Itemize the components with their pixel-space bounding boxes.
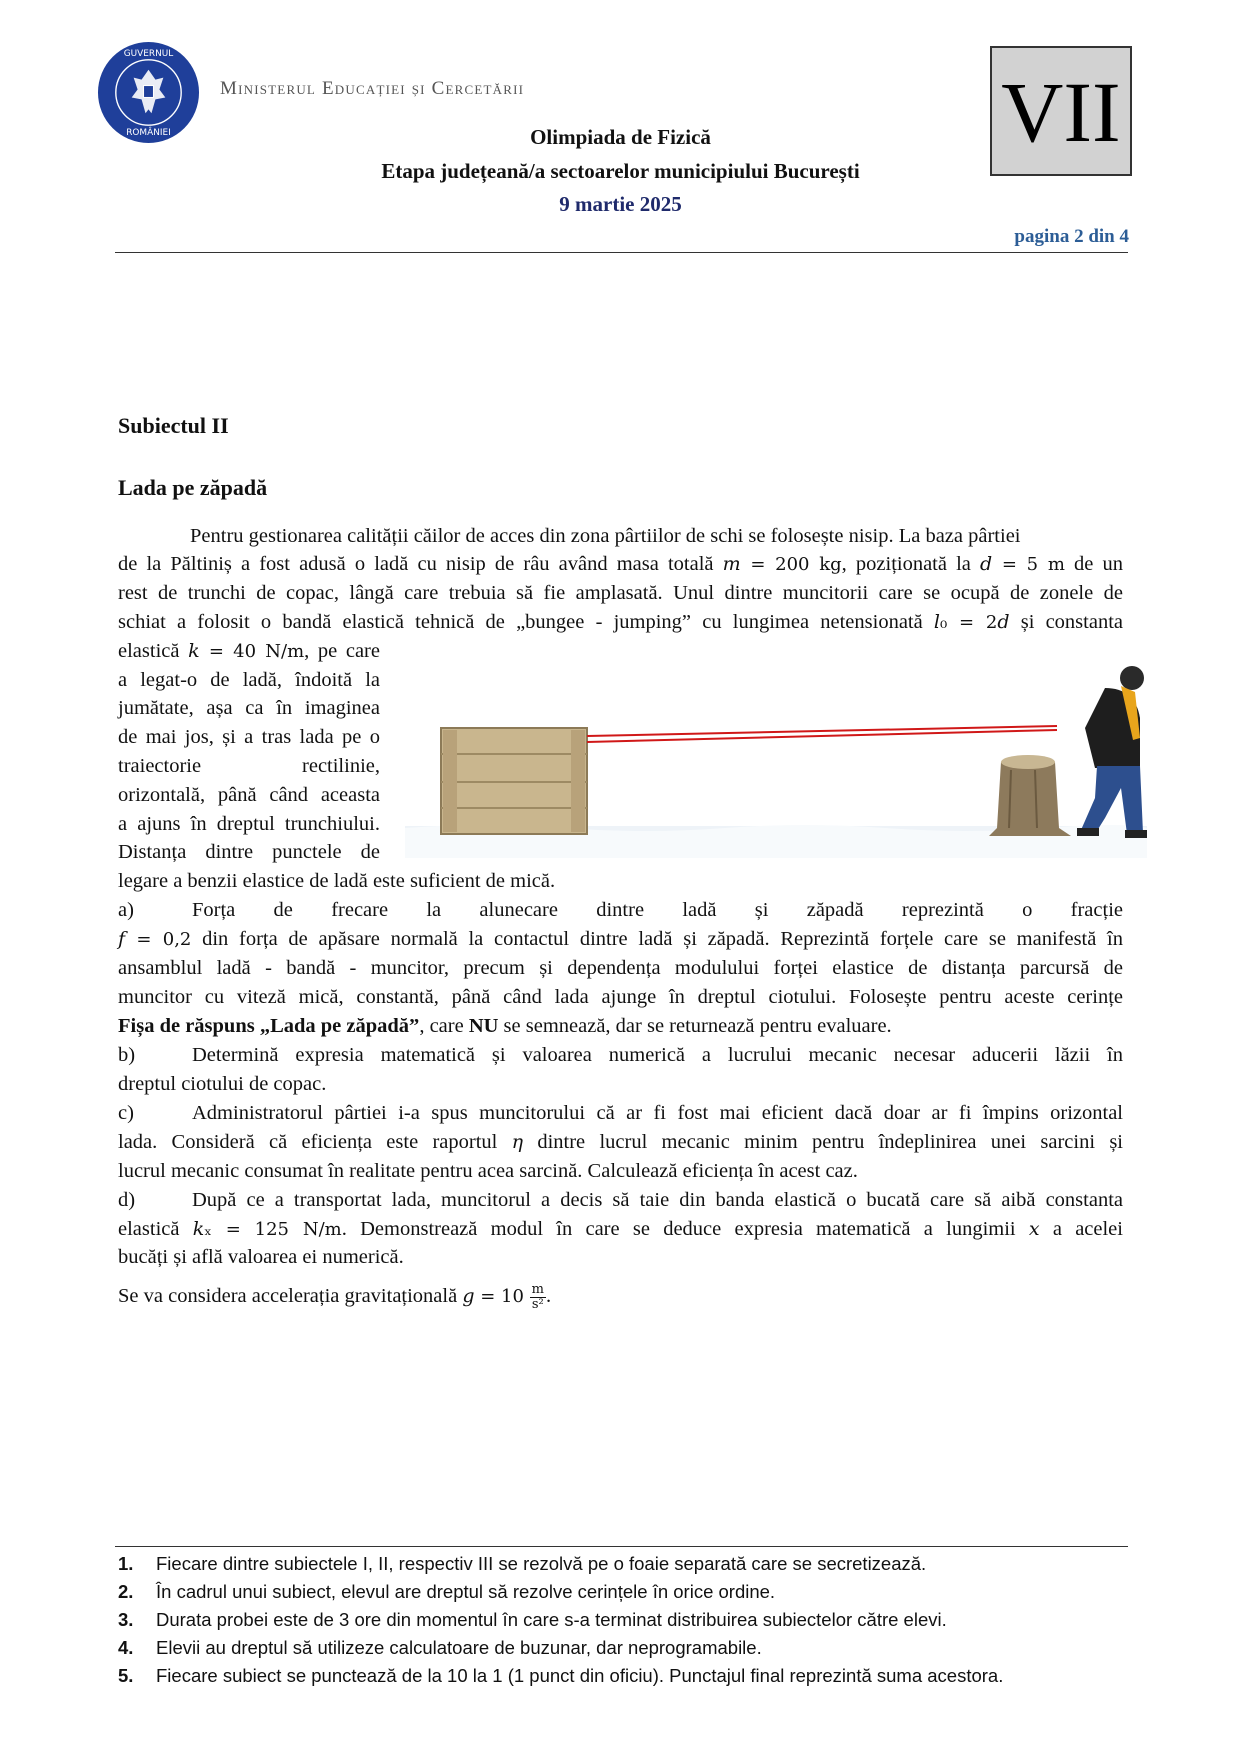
item-label: c) [118,1102,134,1124]
bold-text: Fișa de răspuns „Lada pe zăpadă” [118,1015,420,1037]
text-run: dintre lucrul mecanic minim pentru îndeplinirea unei sarcini și [523,1131,1123,1153]
text-run: de un [1064,553,1123,575]
text-run: lada. Consideră că eficiența este raportul [118,1131,512,1153]
text-run: rest de trunchi de copac, lângă care trebuia să fie amplasată. Unul dintre muncitorii care se ocupă de zonele de [118,582,1123,604]
text-run: ansamblul ladă - bandă - muncitor, precum și dependența modulului forței elastice de distanța parcursă de [118,957,1123,979]
problem-line [118,1070,1123,1099]
math-symbol: k [192,1218,205,1240]
wooden-crate [441,728,587,834]
problem-line [118,1215,1123,1245]
text-run: a acelei [1039,1218,1123,1240]
rule-text: Fiecare dintre subiectele I, II, respectiv III se rezolvă pe o foaie separată care se secretizează. [156,1553,927,1574]
rule-item [118,1665,1003,1687]
problem-line [118,896,1123,925]
text-run: Determină expresia matematică și valoarea numerică a lucrului mecanic necesar aducerii lăzii în [192,1044,1123,1066]
rule-number: 5. [118,1665,134,1686]
problem-line [118,637,380,667]
text-run: din forța de apăsare normală la contactul dintre ladă și zăpadă. Reprezintă forțele care se manifestă în [191,928,1123,950]
problem-line [118,867,1123,896]
text-run: , care [419,1015,469,1037]
tree-stump [989,755,1071,836]
item-label: b) [118,1044,136,1066]
text-run: orizontală, până când aceasta [118,784,380,806]
rule-number: 4. [118,1637,134,1658]
gravity-value: = 10 [474,1286,530,1307]
problem-line [118,579,1123,608]
bold-text: NU [468,1015,499,1037]
text-run: Forța de frecare la alunecare dintre ladă și zăpadă reprezintă o fracție [192,899,1123,921]
rule-number: 3. [118,1609,134,1630]
math-symbol: η [511,1131,524,1153]
rule-number: 2. [118,1581,134,1602]
gravity-unit-den: s² [531,1296,544,1312]
problem-line [118,838,380,867]
problem-line [118,608,1123,638]
problem-line [118,694,380,723]
item-label: a) [118,899,134,921]
text-run: bucăți și află valoarea ei numerică. [118,1246,404,1268]
math-value: ₀ = 2 [940,612,998,633]
math-value: = 5 m [992,554,1065,575]
text-run: După ce a transportat lada, muncitorul a decis să taie din banda elastică o bucată care să aibă constanta [192,1189,1123,1211]
rule-item [118,1609,947,1631]
olympiad-title: Olimpiada de Fizică [530,125,711,149]
rule-item [118,1581,775,1603]
subject-title: Subiectul II [118,413,229,438]
gravity-prefix: Se va considera accelerația gravitațională [118,1285,463,1307]
text-run: Distanța dintre punctele de [118,841,380,863]
rule-item [118,1553,926,1575]
problem-line [190,522,1123,551]
grade-box [990,46,1132,176]
text-run: jumătate, așa ca în imaginea [118,697,380,719]
math-value: = 40 N/m [199,641,305,662]
problem-line [118,1157,1123,1186]
gravity-statement [118,1282,551,1312]
rule-item [118,1637,762,1659]
math-symbol: k [188,640,200,662]
problem-line [118,1041,1123,1070]
problem-line [118,1186,1123,1215]
logo-text-top: GUVERNUL [123,48,174,59]
rule-text: Durata probei este de 3 ore din momentul în care s-a terminat distribuirea subiectelor către elevi. [156,1609,947,1630]
text-run: , pe care [304,640,380,662]
problem-line [118,1128,1123,1157]
text-run: schiat a folosit o bandă elastică tehnică de „bungee - jumping” cu lungimea netensionată [118,611,934,633]
math-value: = 200 kg [740,554,842,575]
text-run: elastică [118,640,189,662]
item-label: d) [118,1189,136,1211]
exam-date: 9 martie 2025 [559,192,682,216]
text-run: se semnează, dar se returnează pentru evaluare. [498,1015,892,1037]
worker-figure [1077,666,1147,838]
gravity-unit [530,1283,546,1312]
problem-line [118,954,1123,983]
problem-line [118,925,1123,955]
text-run: elastică [118,1218,193,1240]
problem-line [118,1243,1123,1272]
problem-line [118,1012,1123,1041]
text-run: de la Păltiniș a fost adusă o ladă cu nisip de râu având masa totală [118,553,723,575]
problem-line [118,1099,1123,1128]
math-symbol: d [980,553,993,575]
text-run: . Demonstrează modul în care se deduce expresia matematică a lungimii [341,1218,1029,1240]
text-run: Pentru gestionarea calității căilor de acces din zona pârtiilor de schi se folosește nisip. La baza pârtiei [190,525,1021,547]
elastic-band [587,726,1057,742]
math-value: = 0,2 [125,929,192,950]
problem-line [118,723,380,752]
ministry-name: Ministerul Educației și Cercetării [220,78,525,99]
math-symbol: m [722,553,741,575]
stage-title: Etapa județeană/a sectoarelor municipiului București [381,159,860,183]
problem-line [118,550,1123,580]
problem-line [118,810,380,839]
text-run: traiectorie rectilinie, [118,755,380,777]
problem-line [118,752,380,781]
text-run: muncitor cu viteză mică, constantă, până când lada ajunge în dreptul ciotului. Folosește pentru aceste cerințe [118,986,1123,1008]
text-run: lucrul mecanic consumat în realitate pentru acea sarcină. Calculează eficiența în acest caz. [118,1160,858,1182]
problem-line [118,781,380,810]
problem-line [118,983,1123,1012]
gravity-symbol: g [462,1285,475,1307]
logo-text-bottom: ROMÂNIEI [126,128,171,139]
rule-text: Fiecare subiect se punctează de la 10 la 1 (1 punct din oficiu). Punctajul final reprezintă suma acestora. [156,1665,1004,1686]
gravity-suffix: . [545,1285,552,1307]
rule-number: 1. [118,1553,134,1574]
math-symbol: l [933,611,940,633]
header-divider [115,252,1128,253]
footer-divider [115,1546,1128,1547]
text-run: Administratorul pârtiei i-a spus muncitorului că ar fi fost mai eficient dacă doar ar fi împins orizontal [192,1102,1123,1124]
crate-bungee-figure [405,658,1147,858]
text-run: , poziționată la [841,553,980,575]
grade-label: VII [1001,64,1121,160]
text-run: și constanta [1009,611,1123,633]
problem-line [118,666,380,695]
math-symbol: x [1028,1218,1040,1240]
text-run: legare a benzii elastice de ladă este suficient de mică. [118,870,556,892]
rule-text: În cadrul unui subiect, elevul are dreptul să rezolve cerințele în orice ordine. [156,1581,776,1602]
page-number: pagina 2 din 4 [1014,226,1129,247]
rule-text: Elevii au dreptul să utilizeze calculatoare de buzunar, dar neprogramabile. [156,1637,762,1658]
math-symbol: d [997,611,1010,633]
math-value: ₓ = 125 N/m [204,1219,342,1240]
problem-name: Lada pe zăpadă [118,475,268,500]
text-run: dreptul ciotului de copac. [118,1073,327,1095]
text-run: de mai jos, și a tras lada pe o [118,726,380,748]
text-run: a ajuns în dreptul trunchiului. [118,813,380,835]
text-run: a legat-o de ladă, îndoită la [118,669,380,691]
math-symbol: f [118,928,126,950]
gravity-unit-num: m [531,1281,544,1297]
